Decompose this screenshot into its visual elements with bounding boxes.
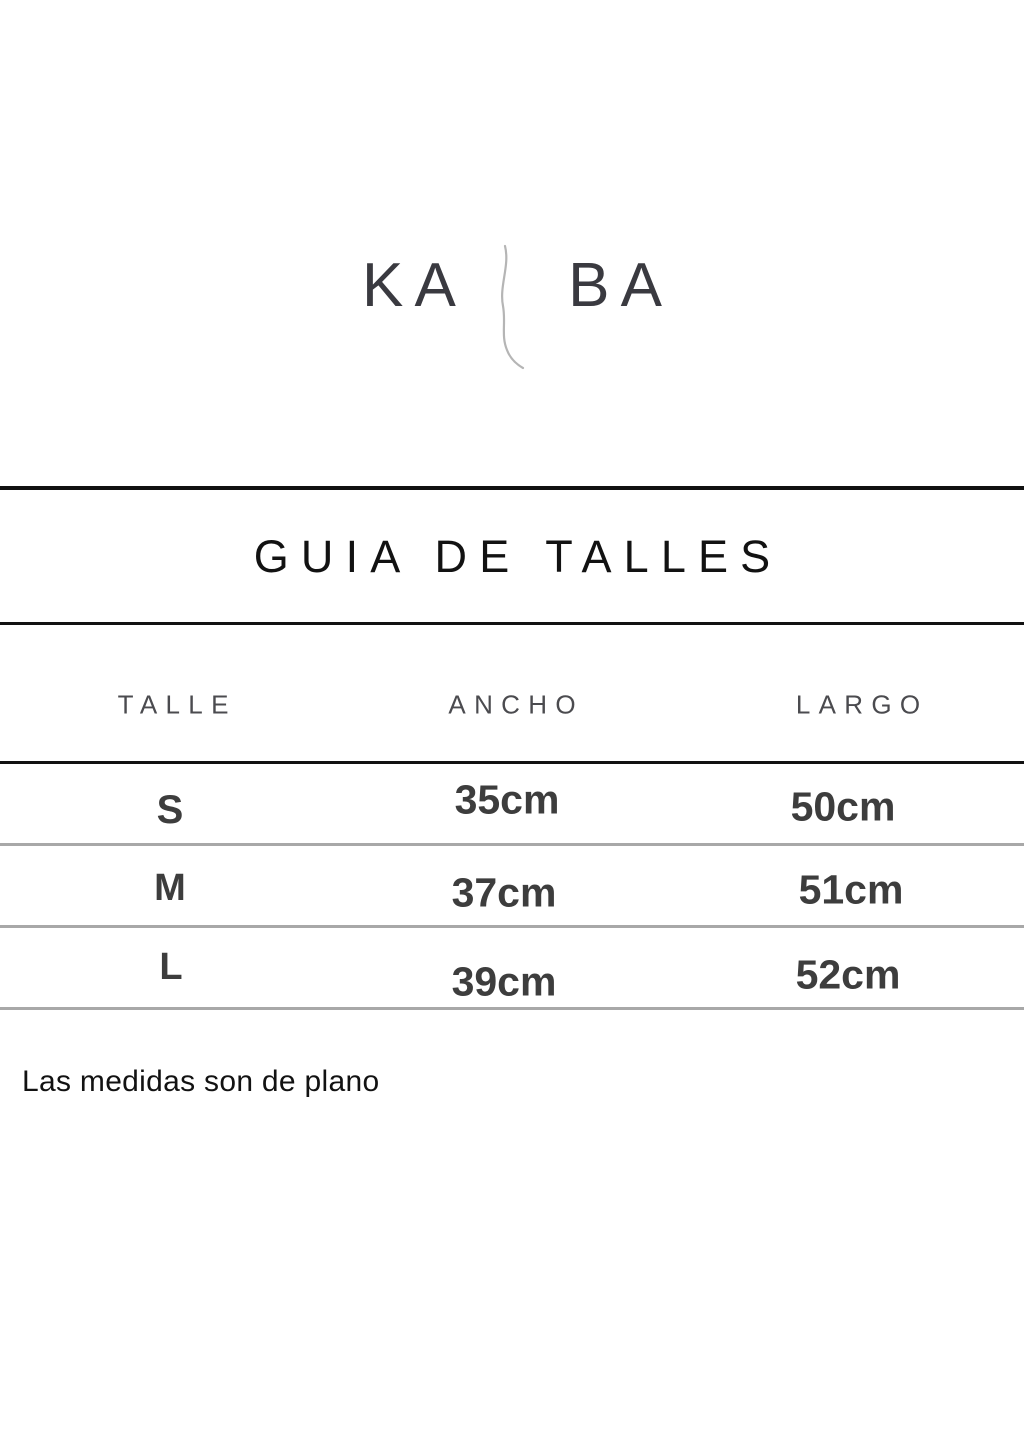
wavy-line-icon	[497, 244, 527, 375]
cell-largo-m: 51cm	[798, 866, 904, 913]
cell-ancho-s: 35cm	[454, 776, 560, 823]
divider-row-m-l	[0, 925, 1024, 928]
cell-size-l: L	[159, 946, 183, 988]
divider-table-top	[0, 761, 1024, 764]
cell-ancho-m: 37cm	[451, 869, 557, 916]
cell-size-s: S	[156, 788, 184, 832]
divider-row-s-m	[0, 843, 1024, 846]
brand-logo-left: KA	[361, 251, 467, 320]
divider-title-bottom	[0, 622, 1024, 625]
divider-table-bottom	[0, 1007, 1024, 1010]
column-header-talle: TALLE	[117, 689, 237, 720]
page-title: GUIA DE TALLES	[253, 531, 783, 582]
column-header-largo: LARGO	[795, 689, 929, 720]
brand-logo-right: BA	[568, 251, 674, 320]
column-header-ancho: ANCHO	[448, 689, 584, 720]
cell-largo-s: 50cm	[790, 783, 896, 830]
cell-largo-l: 52cm	[795, 951, 901, 998]
cell-ancho-l: 39cm	[451, 958, 557, 1005]
measurement-note: Las medidas son de plano	[22, 1065, 380, 1098]
cell-size-m: M	[154, 867, 186, 909]
brand-logo	[0, 240, 1024, 332]
divider-top	[0, 486, 1024, 490]
